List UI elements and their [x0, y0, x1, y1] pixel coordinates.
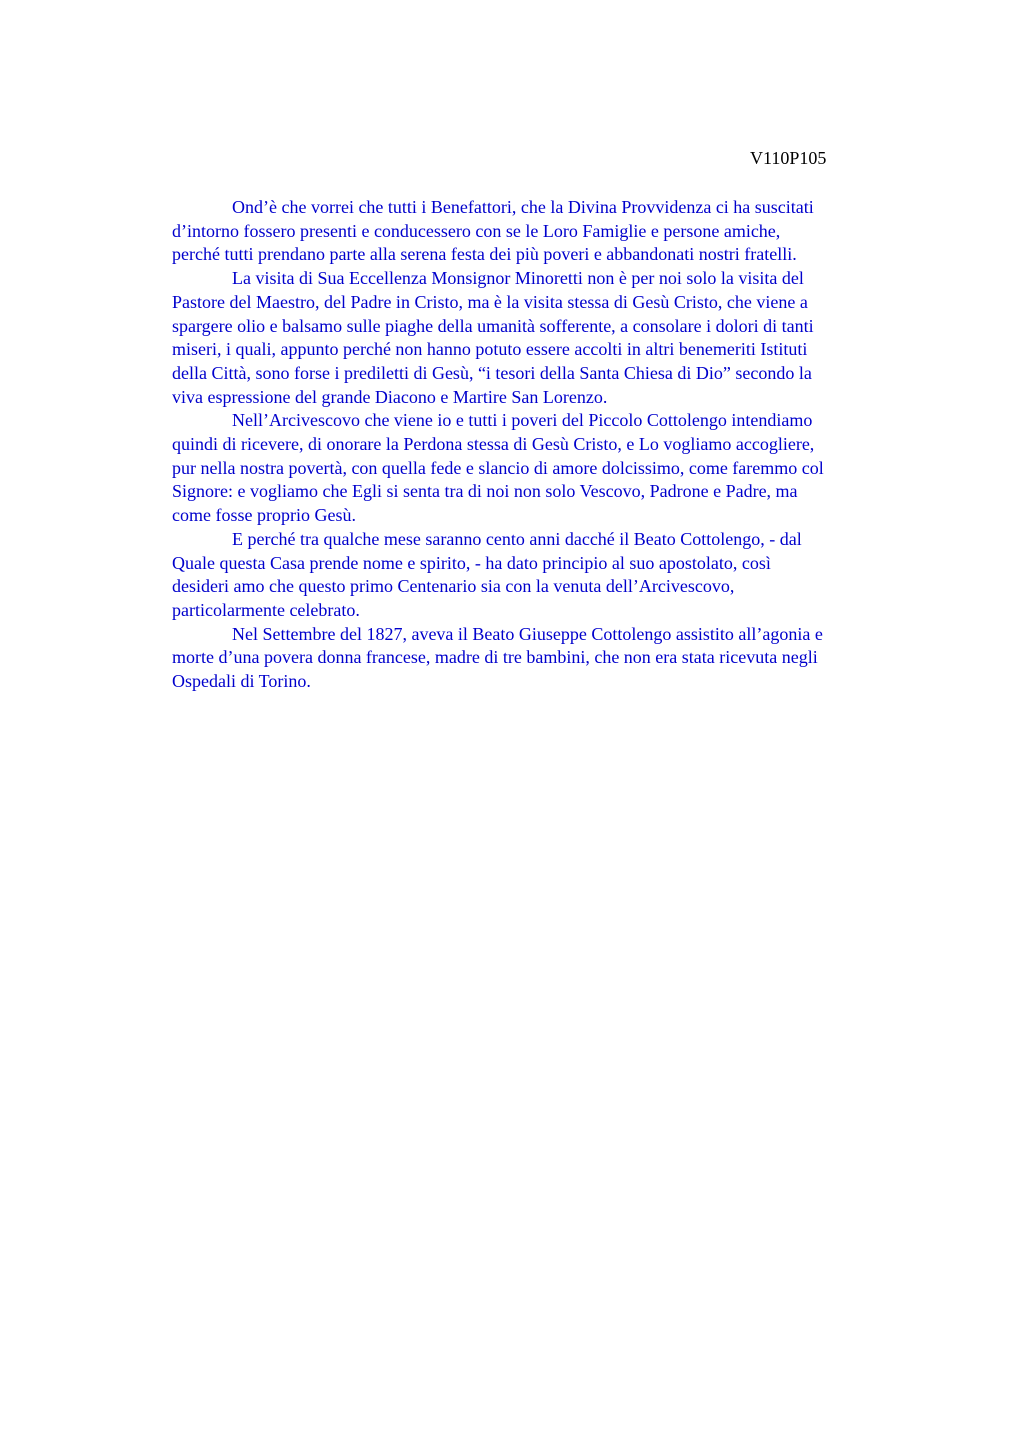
page-identifier: V110P105 — [750, 148, 827, 168]
text-line: viva espressione del grande Diacono e Martire San Lorenzo. — [172, 386, 608, 407]
text-line: desideri amo che questo primo Centenario sia con la venuta dell’Arcivescovo, — [172, 576, 735, 597]
text-line: morte d’una povera donna francese, madre di tre bambini, che non era stata ricevuta negli — [172, 647, 818, 668]
text-line: Nel Settembre del 1827, aveva il Beato Giuseppe Cottolengo assistito all’agonia e — [232, 623, 823, 644]
text-line: miseri, i quali, appunto perché non hanno potuto essere accolti in altri benemeriti Istituti — [172, 339, 808, 360]
text-line: d’intorno fossero presenti e conducessero con se le Loro Famiglie e persone amiche, — [172, 220, 781, 241]
text-line: Pastore del Maestro, del Padre in Cristo, ma è la visita stessa di Gesù Cristo, che viene a — [172, 291, 808, 312]
text-line: La visita di Sua Eccellenza Monsignor Minoretti non è per noi solo la visita del — [232, 268, 804, 289]
text-line: spargere olio e balsamo sulle piaghe della umanità sofferente, a consolare i dolori di tanti — [172, 315, 814, 336]
text-line: quindi di ricevere, di onorare la Perdona stessa di Gesù Cristo, e Lo vogliamo accogliere, — [172, 434, 815, 455]
text-line: Quale questa Casa prende nome e spirito, - ha dato principio al suo apostolato, così — [172, 552, 771, 573]
text-line: Ond’è che vorrei che tutti i Benefattori, che la Divina Provvidenza ci ha suscitati — [232, 197, 814, 217]
text-line: Nell’Arcivescovo che viene io e tutti i poveri del Piccolo Cottolengo intendiamo — [232, 410, 813, 431]
paragraph-3 — [172, 409, 928, 528]
paragraph-2 — [172, 267, 928, 409]
text-line: della Città, sono forse i prediletti di Gesù, “i tesori della Santa Chiesa di Dio” secondo la — [172, 362, 812, 383]
paragraph-5 — [172, 623, 928, 694]
text-line: Signore: e vogliamo che Egli si senta tra di noi non solo Vescovo, Padrone e Padre, ma — [172, 481, 798, 502]
text-line: come fosse proprio Gesù. — [172, 505, 356, 526]
document-body — [172, 196, 928, 694]
text-line: particolarmente celebrato. — [172, 599, 360, 620]
text-line: Ospedali di Torino. — [172, 671, 311, 692]
paragraph-4 — [172, 528, 928, 623]
paragraph-1 — [172, 196, 928, 267]
text-line: perché tutti prendano parte alla serena festa dei più poveri e abbandonati nostri fratelli. — [172, 244, 797, 265]
text-line: pur nella nostra povertà, con quella fede e slancio di amore dolcissimo, come faremmo col — [172, 457, 824, 478]
text-line: E perché tra qualche mese saranno cento anni dacché il Beato Cottolengo, - dal — [232, 528, 802, 549]
